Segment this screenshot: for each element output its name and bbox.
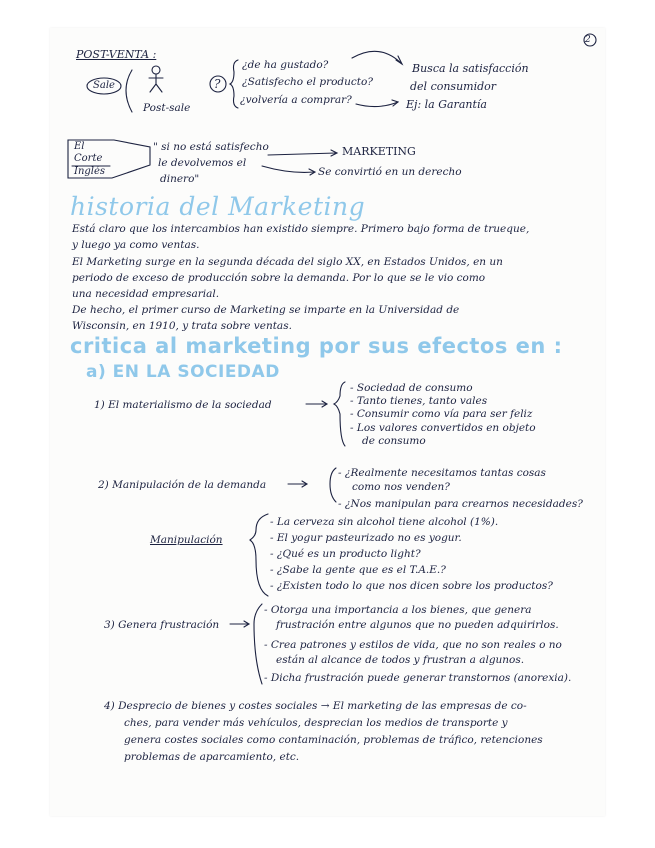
manipulacion-point-3: - ¿Qué es un producto light? bbox=[270, 548, 421, 560]
marketing-outcome: MARKETING bbox=[342, 145, 416, 158]
arrow-top bbox=[352, 51, 402, 64]
result-line-1: Busca la satisfacción bbox=[412, 62, 529, 75]
arrow-bottom bbox=[356, 102, 398, 107]
bracket-item2 bbox=[330, 468, 336, 502]
item-3-point-3: - Crea patrones y estilos de vida, que no son reales o no bbox=[264, 639, 562, 651]
result-line-3: Ej: la Garantía bbox=[406, 98, 487, 111]
manipulacion-point-2: - El yogur pasteurizado no es yogur. bbox=[270, 532, 462, 544]
historia-title: historia del Marketing bbox=[70, 192, 366, 221]
item-4-line-3: genera costes sociales como contaminación, problemas de tráfico, retenciones bbox=[124, 734, 543, 746]
item-1-label: 1) El materialismo de la sociedad bbox=[94, 399, 272, 411]
item-2-point-2: como nos venden? bbox=[352, 481, 450, 493]
question-1: ¿de ha gustado? bbox=[242, 59, 329, 71]
result-line-2: del consumidor bbox=[410, 80, 497, 93]
item-4-line-1: 4) Desprecio de bienes y costes sociales → El marketing de las empresas de co- bbox=[104, 700, 527, 712]
derecho-outcome: Se convirtió en un derecho bbox=[318, 166, 462, 178]
item-3-label: 3) Genera frustración bbox=[104, 619, 220, 631]
question-brace bbox=[230, 60, 238, 108]
item-1-point-5: de consumo bbox=[362, 435, 426, 447]
sale-bracket bbox=[126, 70, 132, 112]
quote-line-3: dinero" bbox=[160, 173, 200, 185]
manipulacion-point-5: - ¿Existen todo lo que nos dicen sobre los productos? bbox=[270, 580, 553, 592]
question-3: ¿volvería a comprar? bbox=[240, 94, 352, 106]
corte-box-line-1: El bbox=[74, 141, 85, 152]
item-1-point-3: - Consumir como vía para ser feliz bbox=[350, 408, 533, 420]
quote-line-2: le devolvemos el bbox=[158, 157, 247, 169]
arrow-marketing bbox=[268, 153, 336, 155]
item-4-line-4: problemas de aparcamiento, etc. bbox=[124, 751, 300, 763]
historia-line-4: periodo de exceso de producción sobre la demanda. Por lo que se le vio como bbox=[72, 272, 486, 284]
item-2-point-1: - ¿Realmente necesitamos tantas cosas bbox=[338, 467, 546, 479]
item-1-point-1: - Sociedad de consumo bbox=[350, 382, 473, 394]
historia-line-2: y luego ya como ventas. bbox=[72, 239, 200, 251]
historia-line-5: una necesidad empresarial. bbox=[72, 288, 220, 300]
item-3-point-2: frustración entre algunos que no pueden adquirirlos. bbox=[276, 619, 559, 631]
sale-label: Sale bbox=[93, 80, 115, 91]
postventa-heading: POST-VENTA : bbox=[76, 48, 157, 61]
person-icon bbox=[149, 66, 163, 92]
historia-line-6: De hecho, el primer curso de Marketing se imparte en la Universidad de bbox=[72, 304, 460, 316]
post-sale-label: Post-sale bbox=[143, 102, 191, 114]
item-1-point-2: - Tanto tienes, tanto vales bbox=[350, 395, 488, 407]
corte-box-line-2: Corte bbox=[74, 153, 103, 164]
manipulacion-point-1: - La cerveza sin alcohol tiene alcohol (1%). bbox=[270, 516, 499, 528]
bracket-manipulacion bbox=[250, 514, 268, 596]
corte-box-line-3: Inglés bbox=[74, 166, 106, 177]
item-4-line-2: ches, para vender más vehículos, desprecian los medios de transporte y bbox=[124, 717, 508, 729]
page-number: 2 bbox=[585, 35, 591, 45]
historia-line-7: Wisconsin, en 1910, y trata sobre ventas. bbox=[72, 320, 292, 332]
item-3-point-4: están al alcance de todos y frustran a algunos. bbox=[276, 654, 525, 666]
manipulacion-label: Manipulación bbox=[150, 534, 223, 546]
sociedad-subtitle: a) EN LA SOCIEDAD bbox=[86, 362, 280, 382]
question-2: ¿Satisfecho el producto? bbox=[242, 76, 373, 88]
item-3-point-5: - Dicha frustración puede generar transtornos (anorexia). bbox=[264, 672, 572, 684]
arrow-derecho bbox=[262, 166, 314, 172]
bracket-item1 bbox=[334, 382, 345, 446]
item-3-point-1: - Otorga una importancia a los bienes, que genera bbox=[264, 604, 532, 616]
item-2-point-3: - ¿Nos manipulan para crearnos necesidades? bbox=[338, 498, 583, 510]
quote-line-1: " si no está satisfecho bbox=[153, 141, 269, 153]
question-mark: ? bbox=[214, 77, 221, 91]
critica-title: critica al marketing por sus efectos en : bbox=[70, 334, 563, 358]
item-1-point-4: - Los valores convertidos en objeto bbox=[350, 422, 536, 434]
bracket-item3 bbox=[254, 604, 262, 684]
historia-line-3: El Marketing surge en la segunda década del siglo XX, en Estados Unidos, en un bbox=[72, 256, 503, 268]
historia-line-1: Está claro que los intercambios han existido siempre. Primero bajo forma de trueque, bbox=[72, 223, 530, 235]
item-2-label: 2) Manipulación de la demanda bbox=[98, 479, 267, 491]
manipulacion-point-4: - ¿Sabe la gente que es el T.A.E.? bbox=[270, 564, 446, 576]
